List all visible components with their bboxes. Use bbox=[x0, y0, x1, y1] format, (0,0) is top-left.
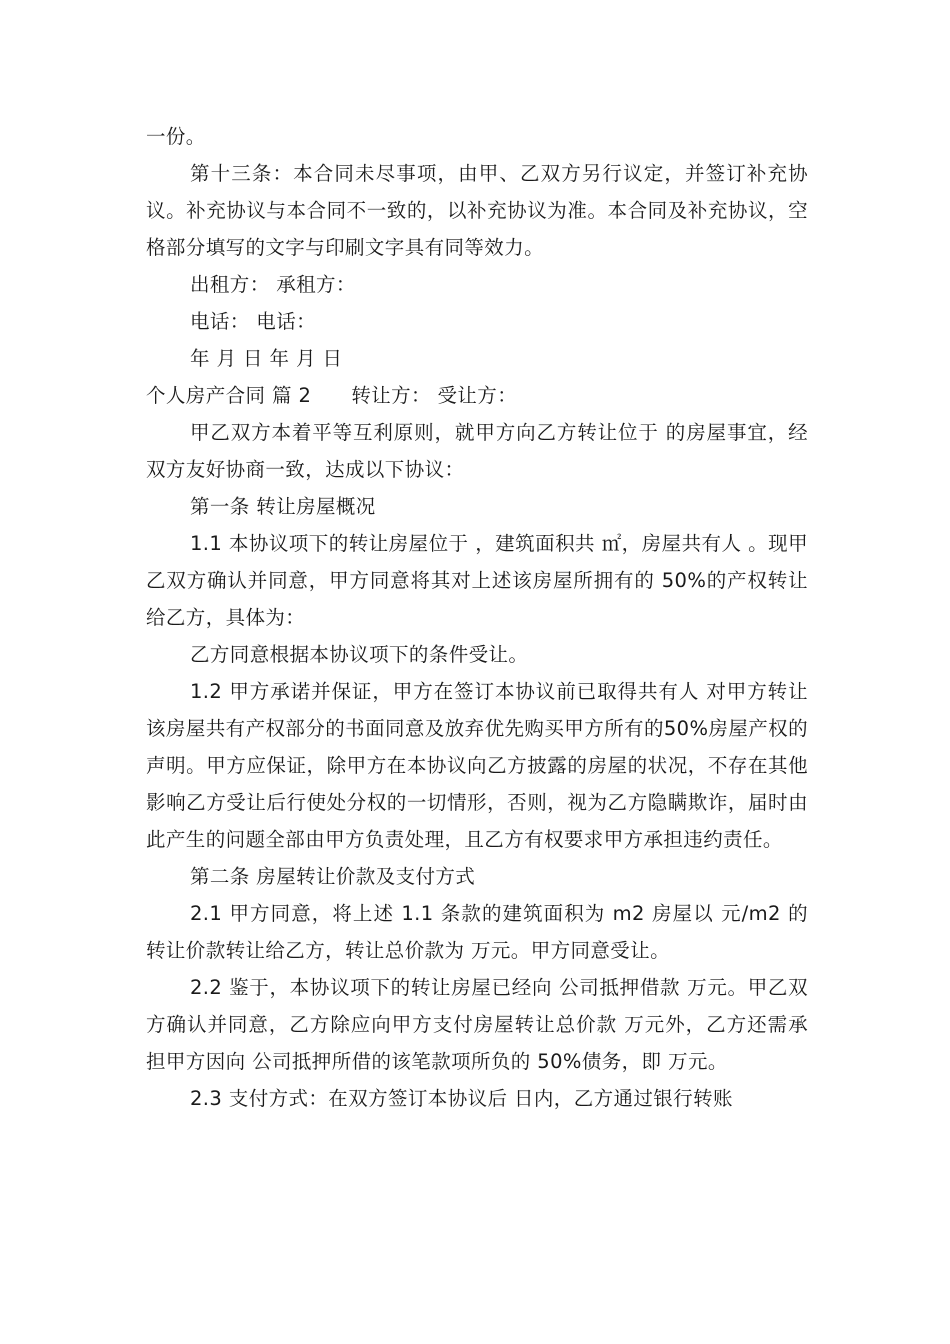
paragraph-clause-2-2: 2.2 鉴于，本协议项下的转让房屋已经向 公司抵押借款 万元。甲乙双方确认并同意，乙方除应向甲方支付房屋转让总价款 万元外，乙方还需承担甲方因向 公司抵押所借的该笔款项所负的 50%债务，即 万元。 bbox=[146, 976, 808, 1073]
contract-title-line bbox=[146, 377, 808, 414]
paragraph-clause-1-2: 1.2 甲方承诺并保证，甲方在签订本协议前已取得共有人 对甲方转让该房屋共有产权部分的书面同意及放弃优先购买甲方所有的50%房屋产权的声明。甲方应保证，除甲方在本协议向乙方披露的房屋的状况，不存在其他影响乙方受让后行使处分权的一切情形，否则，视为乙方隐瞒欺诈，届时由此产生的问题全部由甲方负责处理，且乙方有权要求甲方承担违约责任。 bbox=[146, 680, 808, 851]
paragraph-phone: 电话： 电话： bbox=[190, 310, 316, 333]
heading-article-1: 第一条 转让房屋概况 bbox=[190, 495, 376, 518]
paragraph-lessor-lessee: 出租方： 承租方： bbox=[190, 273, 356, 296]
paragraph-clause-1-1: 1.1 本协议项下的转让房屋位于 ，建筑面积共 ㎡，房屋共有人 。现甲乙双方确认并同意，甲方同意将其对上述该房屋所拥有的 50%的产权转让给乙方，具体为： bbox=[146, 532, 808, 629]
paragraph-clause-2-1: 2.1 甲方同意，将上述 1.1 条款的建筑面积为 m2 房屋以 元/m2 的转让价款转让给乙方，转让总价款为 万元。甲方同意受让。 bbox=[146, 902, 808, 962]
contract-title: 个人房产合同 篇 2 bbox=[146, 384, 312, 407]
paragraph-preamble: 甲乙双方本着平等互利原则，就甲方向乙方转让位于 的房屋事宜，经双方友好协商一致，达成以下协议： bbox=[146, 421, 808, 481]
heading-article-2: 第二条 房屋转让价款及支付方式 bbox=[190, 865, 476, 888]
paragraph-article-13: 第十三条：本合同未尽事项，由甲、乙双方另行议定，并签订补充协议。补充协议与本合同不一致的，以补充协议为准。本合同及补充协议，空格部分填写的文字与印刷文字具有同等效力。 bbox=[146, 162, 808, 259]
paragraph-acceptance: 乙方同意根据本协议项下的条件受让。 bbox=[190, 643, 529, 666]
document-body bbox=[146, 118, 808, 1117]
contract-parties: 转让方： 受让方： bbox=[351, 384, 518, 407]
paragraph-continuation: 一份。 bbox=[146, 125, 206, 148]
paragraph-clause-2-3: 2.3 支付方式：在双方签订本协议后 日内，乙方通过银行转账 bbox=[190, 1087, 733, 1110]
paragraph-date: 年 月 日 年 月 日 bbox=[190, 347, 343, 370]
